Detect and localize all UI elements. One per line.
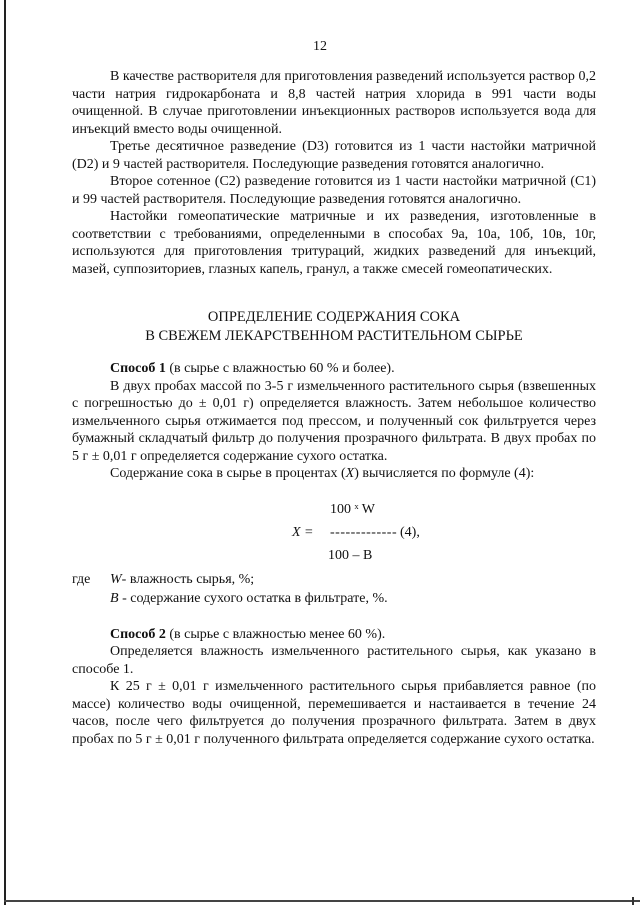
page-number: 12 [313, 39, 327, 54]
var-x: X [345, 466, 355, 481]
section-heading [72, 308, 596, 346]
formula-denominator: 100 – B [328, 547, 373, 563]
formula-intro: Содержание сока в сырье в процентах (X) вычисляется по формуле (4): [110, 466, 535, 481]
method-2-text-2: К 25 г ± 0,01 г измельченного растительного сырья прибавляется равное (по массе) количество воды очищенной, перемешивается и настаивается в течение 24 часов, после чего фильтруется до получения прозрачного фильтрата. Затем в двух пробах по 5 г ± 0,01 г полученного фильтрата определяется содержание сухого остатка. [72, 679, 596, 747]
method-2-title [72, 626, 596, 644]
legend-w: W- влажность сырья, %; [110, 571, 255, 587]
formula-number: (4), [400, 524, 420, 540]
legend-b: B - содержание сухого остатка в фильтрате, %. [110, 590, 388, 606]
method-2-label: Способ 2 [110, 626, 166, 642]
heading-line-1: ОПРЕДЕЛЕНИЕ СОДЕРЖАНИЯ СОКА [207, 309, 461, 325]
method-2-condition: (в сырье с влажностью менее 60 %). [165, 626, 386, 642]
formula-legend [72, 571, 596, 611]
scan-border-bottom [4, 900, 640, 902]
scan-border-mark [632, 897, 634, 905]
formula-numerator: 100 ˣ W [330, 501, 376, 517]
formula-lhs: X = [292, 524, 314, 540]
method-2-text-1: Определяется влажность измельченного растительного сырья, как указано в способе 1. [72, 644, 596, 677]
scan-border-left [4, 0, 6, 905]
paragraph-d3-dilution: Третье десятичное разведение (D3) готовится из 1 части настойки матричной (D2) и 9 частей растворителя. Последующие разведения готовятся аналогично. [72, 139, 596, 172]
paragraph-usage: Настойки гомеопатические матричные и их разведения, изготовленные в соответствии с требованиями, определенными в способах 9а, 10а, 10б, 10в, 10г, используются для приготовления тритураций, жидких разведений для инъекций, мазей, суппозиториев, глазных капель, гранул, а также смесей гомеопатических. [72, 209, 596, 277]
paragraph-c2-dilution: Второе сотенное (С2) разведение готовится из 1 части настойки матричной (С1) и 99 частей растворителя. Последующие разведения готовятся аналогично. [72, 174, 596, 207]
method-1-text: В двух пробах массой по 3-5 г измельченного растительного сырья (взвешенных с погрешностью до ± 0,01 г) определяется влажность. Затем небольшое количество измельченного сырья отжимается под прессом, и полученный сок фильтруется через бумажный складчатый фильтр до получения прозрачного фильтрата. В двух пробах по 5 г ± 0,01 г определяется содержание сухого остатка. [72, 378, 596, 464]
formula-4 [72, 491, 596, 569]
method-1-title [72, 360, 596, 378]
method-1-condition: (в сырье с влажностью 60 % и более). [165, 361, 395, 376]
document-body [72, 68, 596, 748]
formula-fraction-line: ------------- [330, 524, 398, 540]
method-1-label: Способ 1 [110, 361, 166, 376]
legend-label: где [72, 571, 91, 587]
heading-line-2: В СВЕЖЕМ ЛЕКАРСТВЕННОМ РАСТИТЕЛЬНОМ СЫРЬЕ [145, 328, 523, 344]
paragraph-solvent: В качестве растворителя для приготовления разведений используется раствор 0,2 части натрия гидрокарбоната и 8,8 частей натрия хлорида в 991 части воды очищенной. В случае приготовлении инъекционных растворов используется вода для инъекций вместо воды очищенной. [72, 69, 596, 137]
